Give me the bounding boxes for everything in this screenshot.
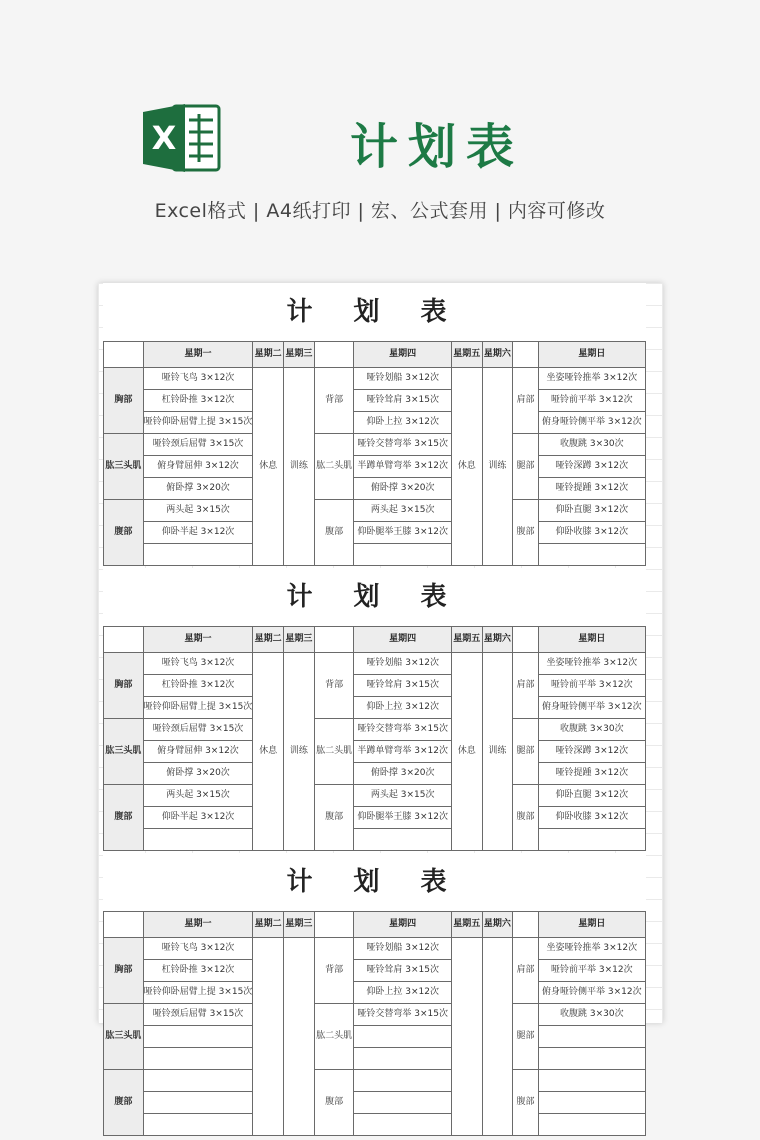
plan-table xyxy=(103,626,646,851)
table-row xyxy=(104,741,646,763)
exercise-cell xyxy=(143,544,253,566)
group-label: 肩部 xyxy=(513,653,538,719)
exercise-cell: 俯身哑铃侧平举 3×12次 xyxy=(538,697,645,719)
wednesday-status: 训练 xyxy=(284,368,315,566)
group-label: 肱二头肌 xyxy=(314,719,354,785)
exercise-cell: 仰卧上拉 3×12次 xyxy=(354,982,451,1004)
group-label: 肱二头肌 xyxy=(314,1004,354,1070)
table-row xyxy=(104,1092,646,1114)
exercise-cell xyxy=(143,1070,253,1092)
saturday-status: 训练 xyxy=(482,653,513,851)
exercise-cell xyxy=(143,829,253,851)
group-label: 腹部 xyxy=(513,1070,538,1136)
plan-table xyxy=(103,341,646,566)
header-friday: 星期五 xyxy=(451,627,482,653)
exercise-cell: 哑铃提踵 3×12次 xyxy=(538,763,645,785)
exercise-cell: 哑铃前平举 3×12次 xyxy=(538,390,645,412)
table-row xyxy=(104,1070,646,1092)
exercise-cell: 哑铃颈后屈臂 3×15次 xyxy=(143,434,253,456)
exercise-cell: 俯卧撑 3×20次 xyxy=(354,763,451,785)
page-header xyxy=(0,0,760,280)
friday-status xyxy=(451,938,482,1136)
tuesday-status xyxy=(253,938,284,1136)
group-label: 胸部 xyxy=(104,938,144,1004)
header-thursday: 星期四 xyxy=(354,627,451,653)
exercise-cell xyxy=(538,1070,645,1092)
group-label: 背部 xyxy=(314,938,354,1004)
exercise-cell: 收腹跳 3×30次 xyxy=(538,434,645,456)
header-row xyxy=(104,912,646,938)
exercise-cell: 两头起 3×15次 xyxy=(354,785,451,807)
group-label: 背部 xyxy=(314,368,354,434)
header-sunday: 星期日 xyxy=(538,342,645,368)
plan-table xyxy=(103,911,646,1136)
page-subtitle: Excel格式 | A4纸打印 | 宏、公式套用 | 内容可修改 xyxy=(154,200,606,222)
header-monday: 星期一 xyxy=(143,912,253,938)
group-label: 肱三头肌 xyxy=(104,434,144,500)
table-row xyxy=(104,982,646,1004)
exercise-cell xyxy=(354,1092,451,1114)
table-row xyxy=(104,500,646,522)
table-row xyxy=(104,412,646,434)
exercise-cell xyxy=(354,1114,451,1136)
header-row xyxy=(104,627,646,653)
table-row xyxy=(104,653,646,675)
exercise-cell: 哑铃颈后屈臂 3×15次 xyxy=(143,1004,253,1026)
exercise-cell: 俯卧撑 3×20次 xyxy=(354,478,451,500)
group-label: 肩部 xyxy=(513,938,538,1004)
exercise-cell xyxy=(538,829,645,851)
header-saturday: 星期六 xyxy=(482,342,513,368)
exercise-cell: 俯身哑铃侧平举 3×12次 xyxy=(538,412,645,434)
exercise-cell: 哑铃飞鸟 3×12次 xyxy=(143,368,253,390)
exercise-cell: 哑铃划船 3×12次 xyxy=(354,653,451,675)
table-row xyxy=(104,456,646,478)
group-label: 腹部 xyxy=(513,785,538,851)
exercise-cell: 哑铃耸肩 3×15次 xyxy=(354,960,451,982)
friday-status: 休息 xyxy=(451,653,482,851)
exercise-cell: 哑铃交替弯举 3×15次 xyxy=(354,719,451,741)
exercise-cell xyxy=(143,1114,253,1136)
header-saturday: 星期六 xyxy=(482,912,513,938)
exercise-cell: 仰卧腿举王膝 3×12次 xyxy=(354,807,451,829)
exercise-cell: 哑铃颈后屈臂 3×15次 xyxy=(143,719,253,741)
exercise-cell: 俯身臂屈伸 3×12次 xyxy=(143,456,253,478)
friday-status: 休息 xyxy=(451,368,482,566)
exercise-cell: 哑铃耸肩 3×15次 xyxy=(354,675,451,697)
group-label: 腹部 xyxy=(104,785,144,851)
tuesday-status: 休息 xyxy=(253,653,284,851)
table-row xyxy=(104,763,646,785)
exercise-cell: 坐姿哑铃推举 3×12次 xyxy=(538,368,645,390)
header-blank xyxy=(104,627,144,653)
exercise-cell: 仰卧上拉 3×12次 xyxy=(354,412,451,434)
exercise-cell xyxy=(354,1048,451,1070)
header-friday: 星期五 xyxy=(451,342,482,368)
exercise-cell: 哑铃仰卧屈臂上提 3×15次 xyxy=(143,412,253,434)
exercise-cell: 坐姿哑铃推举 3×12次 xyxy=(538,653,645,675)
table-row xyxy=(104,829,646,851)
group-label: 胸部 xyxy=(104,653,144,719)
exercise-cell: 哑铃交替弯举 3×15次 xyxy=(354,1004,451,1026)
exercise-cell: 收腹跳 3×30次 xyxy=(538,719,645,741)
header-blank xyxy=(513,627,538,653)
plan-sheet xyxy=(103,568,646,853)
group-label: 腿部 xyxy=(513,1004,538,1070)
wednesday-status xyxy=(284,938,315,1136)
exercise-cell xyxy=(354,544,451,566)
exercise-cell: 杠铃卧推 3×12次 xyxy=(143,675,253,697)
group-label: 腿部 xyxy=(513,719,538,785)
header-wednesday: 星期三 xyxy=(284,912,315,938)
header-blank xyxy=(104,342,144,368)
exercise-cell: 杠铃卧推 3×12次 xyxy=(143,390,253,412)
group-label: 腹部 xyxy=(104,500,144,566)
table-row xyxy=(104,938,646,960)
exercise-cell: 仰卧半起 3×12次 xyxy=(143,522,253,544)
excel-logo-icon xyxy=(143,102,221,174)
plan-sheet xyxy=(103,283,646,568)
exercise-cell: 仰卧收膝 3×12次 xyxy=(538,522,645,544)
exercise-cell: 哑铃仰卧屈臂上提 3×15次 xyxy=(143,697,253,719)
exercise-cell xyxy=(538,1114,645,1136)
header-blank xyxy=(104,912,144,938)
table-row xyxy=(104,719,646,741)
table-row xyxy=(104,697,646,719)
group-label: 肩部 xyxy=(513,368,538,434)
exercise-cell: 仰卧上拉 3×12次 xyxy=(354,697,451,719)
exercise-cell: 仰卧腿举王膝 3×12次 xyxy=(354,522,451,544)
exercise-cell: 收腹跳 3×30次 xyxy=(538,1004,645,1026)
header-thursday: 星期四 xyxy=(354,912,451,938)
exercise-cell: 哑铃前平举 3×12次 xyxy=(538,675,645,697)
header-blank xyxy=(513,342,538,368)
sheet-title: 计 划 表 xyxy=(103,283,646,341)
group-label: 腹部 xyxy=(104,1070,144,1136)
header-tuesday: 星期二 xyxy=(253,627,284,653)
exercise-cell: 半蹲单臂弯举 3×12次 xyxy=(354,741,451,763)
exercise-cell: 哑铃划船 3×12次 xyxy=(354,938,451,960)
header-wednesday: 星期三 xyxy=(284,342,315,368)
exercise-cell xyxy=(538,544,645,566)
group-label: 腹部 xyxy=(314,785,354,851)
exercise-cell xyxy=(354,1070,451,1092)
header-blank xyxy=(513,912,538,938)
exercise-cell: 坐姿哑铃推举 3×12次 xyxy=(538,938,645,960)
exercise-cell: 仰卧直腿 3×12次 xyxy=(538,785,645,807)
plan-sheet xyxy=(103,853,646,1138)
header-blank xyxy=(314,627,354,653)
exercise-cell: 仰卧直腿 3×12次 xyxy=(538,500,645,522)
group-label: 肱二头肌 xyxy=(314,434,354,500)
header-tuesday: 星期二 xyxy=(253,342,284,368)
exercise-cell: 俯身哑铃侧平举 3×12次 xyxy=(538,982,645,1004)
header-row xyxy=(104,342,646,368)
table-row xyxy=(104,522,646,544)
exercise-cell: 哑铃交替弯举 3×15次 xyxy=(354,434,451,456)
wednesday-status: 训练 xyxy=(284,653,315,851)
exercise-cell xyxy=(143,1048,253,1070)
exercise-cell xyxy=(354,1026,451,1048)
header-tuesday: 星期二 xyxy=(253,912,284,938)
header-sunday: 星期日 xyxy=(538,912,645,938)
group-label: 背部 xyxy=(314,653,354,719)
exercise-cell: 两头起 3×15次 xyxy=(143,785,253,807)
exercise-cell: 哑铃深蹲 3×12次 xyxy=(538,456,645,478)
table-row xyxy=(104,785,646,807)
header-wednesday: 星期三 xyxy=(284,627,315,653)
logo-letter: X xyxy=(151,119,177,157)
sheet-title: 计 划 表 xyxy=(103,853,646,911)
exercise-cell xyxy=(143,1026,253,1048)
exercise-cell: 俯身臂屈伸 3×12次 xyxy=(143,741,253,763)
exercise-cell xyxy=(538,1026,645,1048)
exercise-cell: 半蹲单臂弯举 3×12次 xyxy=(354,456,451,478)
exercise-cell: 两头起 3×15次 xyxy=(143,500,253,522)
table-row xyxy=(104,1004,646,1026)
sheet-title: 计 划 表 xyxy=(103,568,646,626)
exercise-cell: 仰卧半起 3×12次 xyxy=(143,807,253,829)
group-label: 腿部 xyxy=(513,434,538,500)
header-thursday: 星期四 xyxy=(354,342,451,368)
header-saturday: 星期六 xyxy=(482,627,513,653)
table-row xyxy=(104,807,646,829)
table-row xyxy=(104,544,646,566)
exercise-cell: 哑铃划船 3×12次 xyxy=(354,368,451,390)
table-row xyxy=(104,1026,646,1048)
table-row xyxy=(104,368,646,390)
saturday-status xyxy=(482,938,513,1136)
exercise-cell xyxy=(538,1048,645,1070)
header-blank xyxy=(314,342,354,368)
exercise-cell: 仰卧收膝 3×12次 xyxy=(538,807,645,829)
exercise-cell: 哑铃耸肩 3×15次 xyxy=(354,390,451,412)
group-label: 胸部 xyxy=(104,368,144,434)
exercise-cell: 哑铃仰卧屈臂上提 3×15次 xyxy=(143,982,253,1004)
exercise-cell: 哑铃飞鸟 3×12次 xyxy=(143,653,253,675)
header-monday: 星期一 xyxy=(143,627,253,653)
header-blank xyxy=(314,912,354,938)
group-label: 腹部 xyxy=(314,500,354,566)
header-friday: 星期五 xyxy=(451,912,482,938)
exercise-cell: 俯卧撑 3×20次 xyxy=(143,478,253,500)
exercise-cell xyxy=(538,1092,645,1114)
table-row xyxy=(104,1114,646,1136)
saturday-status: 训练 xyxy=(482,368,513,566)
table-row xyxy=(104,390,646,412)
exercise-cell xyxy=(143,1092,253,1114)
page-title: 计划表 xyxy=(350,119,525,175)
exercise-cell: 哑铃飞鸟 3×12次 xyxy=(143,938,253,960)
exercise-cell: 俯卧撑 3×20次 xyxy=(143,763,253,785)
table-row xyxy=(104,478,646,500)
exercise-cell: 哑铃深蹲 3×12次 xyxy=(538,741,645,763)
table-row xyxy=(104,675,646,697)
header-sunday: 星期日 xyxy=(538,627,645,653)
table-row xyxy=(104,960,646,982)
exercise-cell: 哑铃前平举 3×12次 xyxy=(538,960,645,982)
tuesday-status: 休息 xyxy=(253,368,284,566)
group-label: 肱三头肌 xyxy=(104,1004,144,1070)
spreadsheet-preview xyxy=(98,283,663,1107)
exercise-cell: 哑铃提踵 3×12次 xyxy=(538,478,645,500)
table-row xyxy=(104,434,646,456)
exercise-cell: 两头起 3×15次 xyxy=(354,500,451,522)
group-label: 腹部 xyxy=(314,1070,354,1136)
exercise-cell: 杠铃卧推 3×12次 xyxy=(143,960,253,982)
group-label: 肱三头肌 xyxy=(104,719,144,785)
group-label: 腹部 xyxy=(513,500,538,566)
table-row xyxy=(104,1048,646,1070)
exercise-cell xyxy=(354,829,451,851)
header-monday: 星期一 xyxy=(143,342,253,368)
